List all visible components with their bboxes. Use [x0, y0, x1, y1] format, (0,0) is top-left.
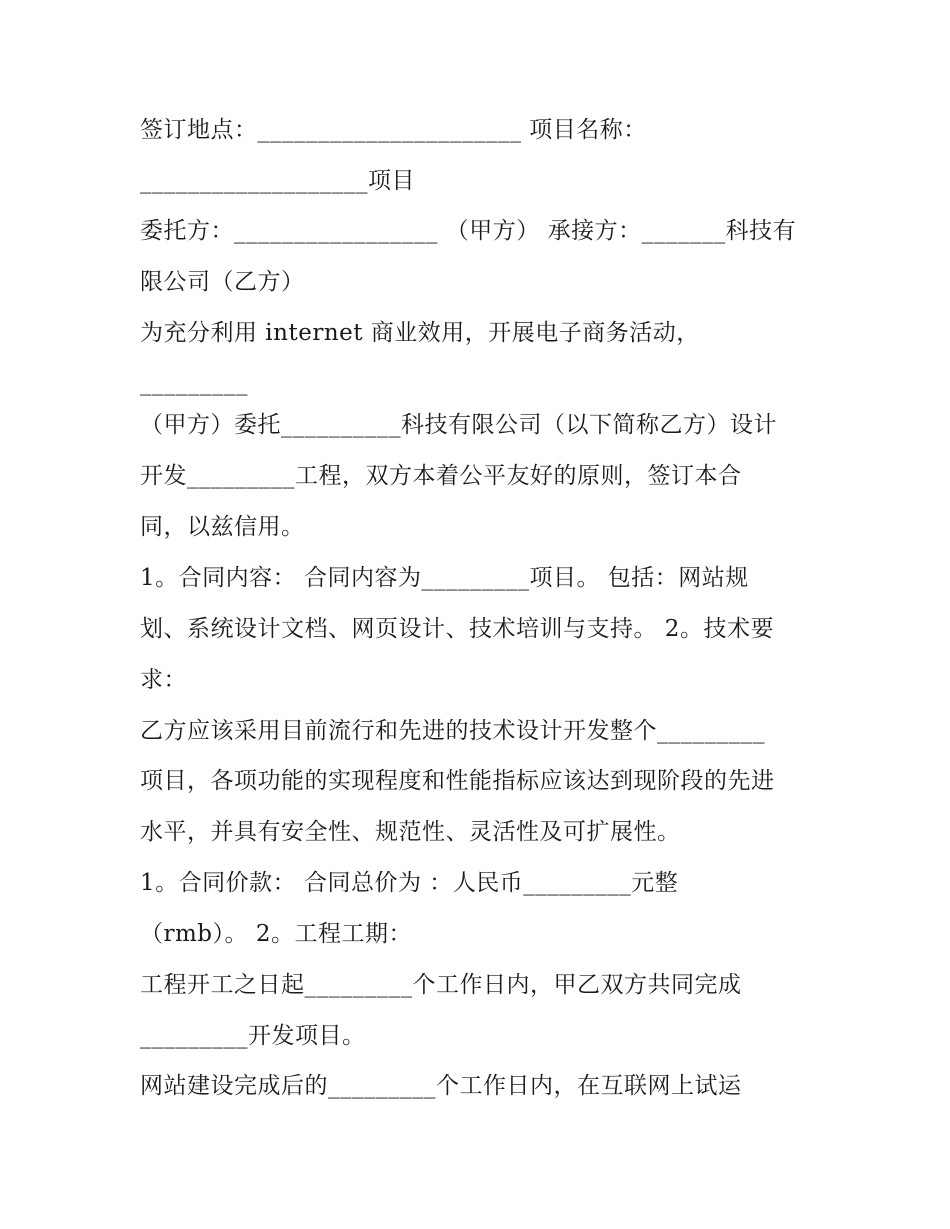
text-line: 委托方：_________________ （甲方） 承接方：_______科技有 — [140, 218, 797, 244]
text-line: 乙方应该采用目前流行和先进的技术设计开发整个_________ — [140, 718, 765, 744]
text-line: 划、系统设计文档、网页设计、技术培训与支持。 2。技术要 — [140, 616, 774, 642]
text-line: ___________________项目 — [140, 168, 415, 194]
text-line: 签订地点：______________________ 项目名称： — [140, 117, 647, 143]
text-line: 1。合同内容： 合同内容为_________项目。 包括：网站规 — [140, 565, 749, 591]
text-line: 限公司（乙方） — [140, 269, 305, 295]
text-line: 网站建设完成后的_________个工作日内，在互联网上试运 — [140, 1073, 742, 1099]
text-line: 1。合同价款： 合同总价为 ：人民币_________元整 — [140, 870, 679, 896]
text-line: 水平，并具有安全性、规范性、灵活性及可扩展性。 — [140, 819, 681, 845]
text-line: （甲方）委托__________科技有限公司（以下简称乙方）设计 — [140, 412, 777, 438]
text-line: 项目，各项功能的实现程度和性能指标应该达到现阶段的先进 — [140, 768, 775, 794]
text-line: 求： — [140, 667, 187, 693]
text-line: 工程开工之日起_________个工作日内，甲乙双方共同完成 — [140, 972, 742, 998]
text-line: 开发_________工程，双方本着公平友好的原则，签订本合 — [140, 463, 742, 489]
text-line: 同，以兹信用。 — [140, 514, 305, 540]
text-line: _________ — [140, 370, 248, 396]
text-line: 为充分利用 internet 商业效用，开展电子商务活动， — [140, 320, 700, 346]
text-line: _________开发项目。 — [140, 1023, 366, 1049]
text-line: （rmb）。 2。工程工期： — [140, 921, 412, 947]
